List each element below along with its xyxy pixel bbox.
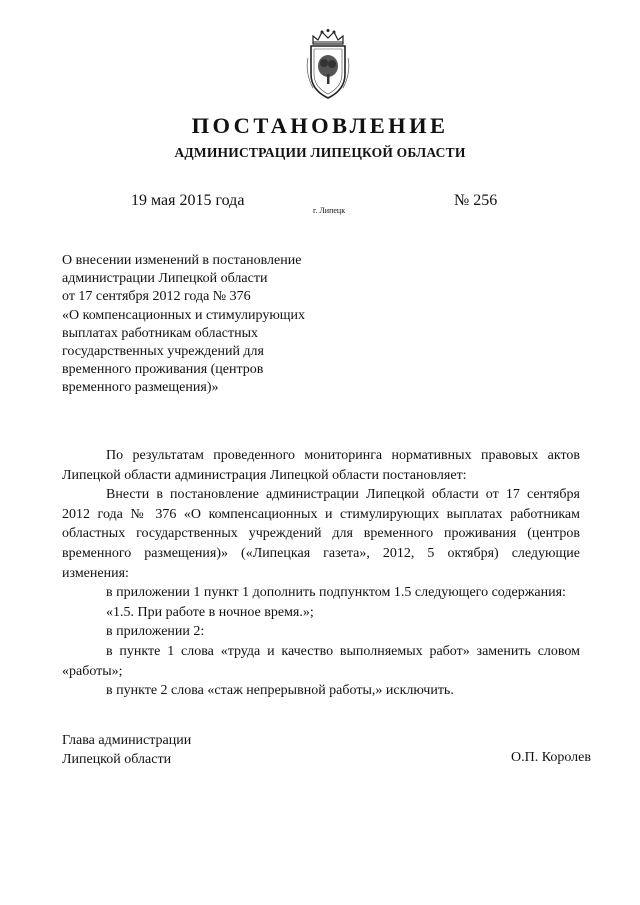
body-paragraph: «1.5. При работе в ночное время.»;	[106, 604, 314, 620]
subject-line: государственных учреждений для	[62, 344, 264, 360]
body-paragraph: в пункте 2 слова «стаж непрерывной работы,» исключить.	[106, 683, 454, 699]
subject-line: О внесении изменений в постановление	[62, 253, 302, 268]
body-paragraph: в приложении 1 пункт 1 дополнить подпунктом 1.5 следующего содержания:	[106, 585, 566, 601]
coat-of-arms-emblem	[303, 28, 353, 102]
document-subject	[62, 252, 352, 398]
body-paragraph: в приложении 2:	[106, 624, 205, 640]
document-number: № 256	[454, 192, 498, 209]
document-subtitle: АДМИНИСТРАЦИИ ЛИПЕЦКОЙ ОБЛАСТИ	[174, 145, 466, 160]
subject-line: временного проживания (центров	[62, 362, 264, 378]
signature-position-line: Липецкой области	[62, 752, 172, 767]
body-paragraph: в пункте 1 слова «труда и качество выполняемых работ» заменить словом «работы»;	[62, 643, 580, 679]
subject-line: от 17 сентября 2012 года № 376	[62, 289, 251, 305]
signature-name: О.П. Королев	[511, 750, 591, 765]
subject-line: временного размещения)»	[62, 380, 219, 396]
subject-line: выплатах работникам областных	[62, 325, 258, 341]
signature-position-line: Глава администрации	[62, 733, 192, 748]
subject-line: администрации Липецкой области	[62, 271, 268, 287]
document-city: г. Липецк	[313, 206, 346, 215]
signature-position	[62, 731, 191, 769]
document-title: ПОСТАНОВЛЕНИЕ	[191, 113, 449, 138]
document-body	[62, 446, 580, 701]
subject-line: «О компенсационных и стимулирующих	[62, 307, 306, 323]
body-paragraph: По результатам проведенного мониторинга нормативных правовых актов Липецкой области администрация Липецкой области постановляет:	[62, 448, 580, 483]
document-date: 19 мая 2015 года	[131, 192, 245, 209]
body-paragraph: Внести в постановление администрации Липецкой области от 17 сентября 2012 года № 376 «О компенсационных и стимулирующих выплатах работникам областных государственных учреждений для временного проживания (центров временного размещения)» («Липецкая газета», 2012, 5 октября) следующие изменения:	[62, 487, 580, 581]
